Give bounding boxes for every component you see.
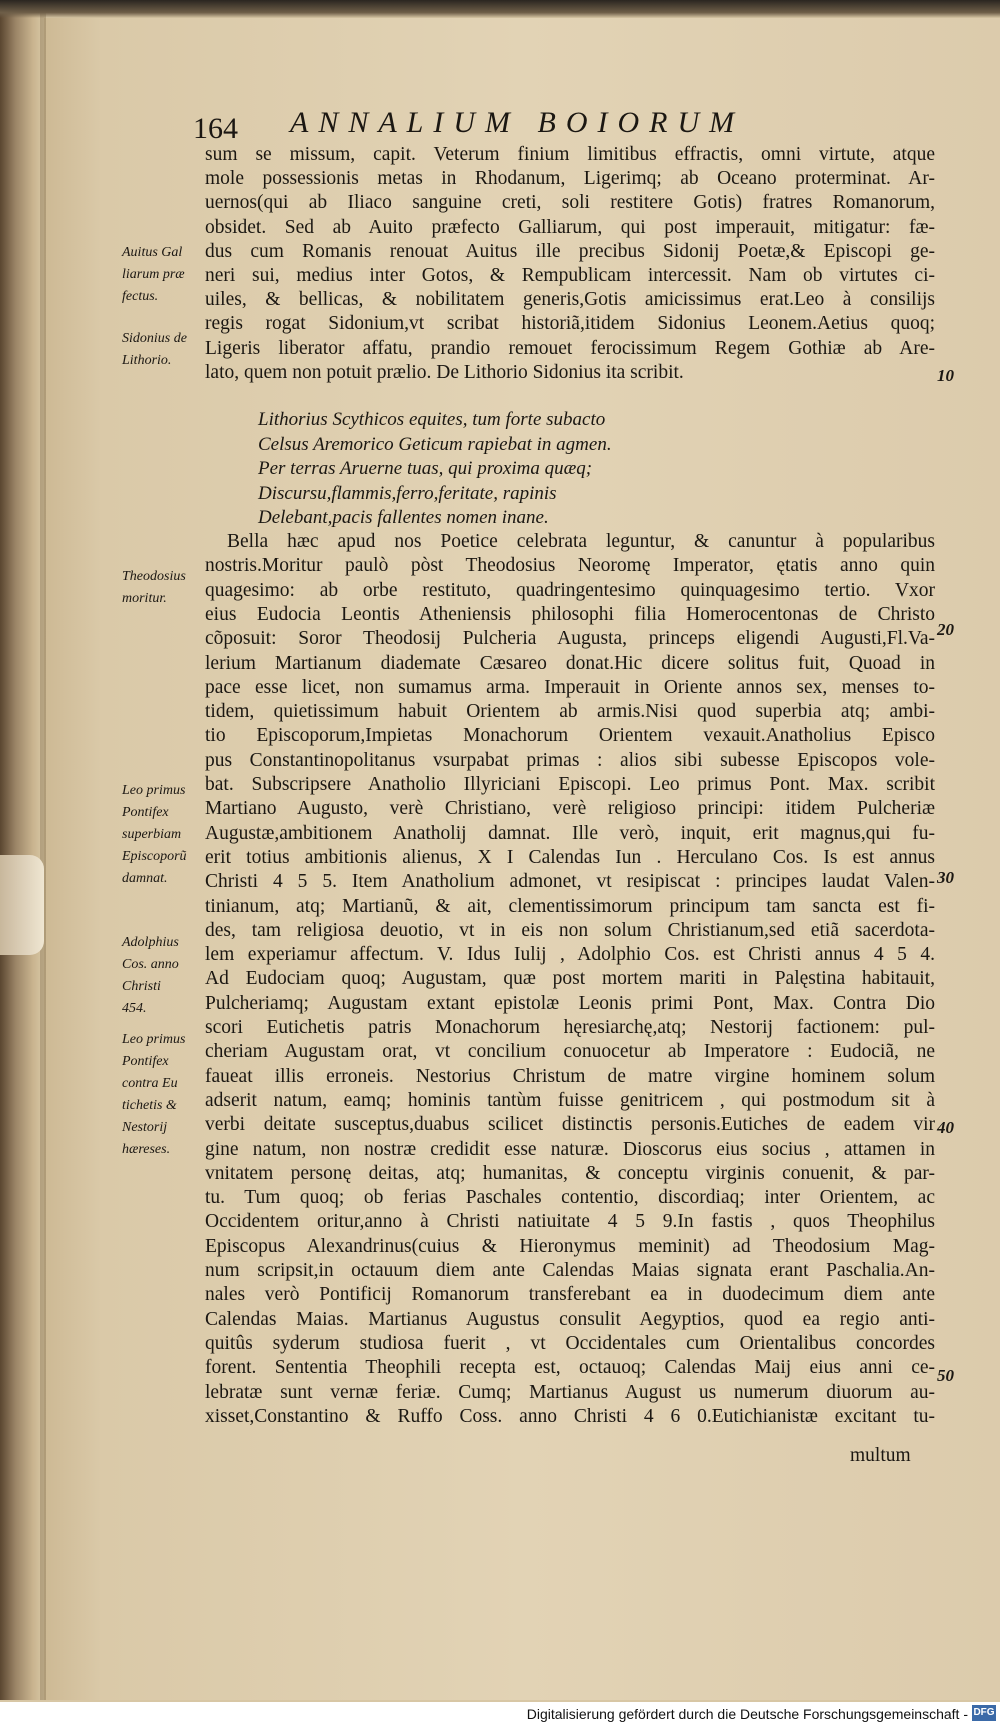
folio: 164 — [193, 112, 238, 145]
margin-note-line: Auitus Gal — [122, 245, 183, 260]
margin-note-theodosius — [122, 566, 207, 610]
verse-line: Delebant,pacis fallentes nomen inane. — [258, 507, 549, 528]
text-line: Ligeris liberator affatu, prandio remouet ferocissimum Regem Gothiæ ab Are- — [205, 337, 935, 359]
margin-note-line: Episcoporũ — [122, 849, 187, 864]
text-line: uiles, & bellicas, & nobilitatem generis,Gotis amicissimus erat.Leo à consilijs — [205, 289, 935, 311]
text-line: Martiano Augusto, verè Christiano, verè religioso principi: itidem Pulcheriæ — [205, 798, 935, 820]
text-line: pace esse licet, non sumamus arma. Imperauit in Oriente annos sex, menses to- — [205, 676, 935, 698]
text-line: obsidet. Sed ab Auito præfecto Galliarum, qui post imperauit, mitigatur: fæ- — [205, 216, 935, 238]
text-line: Ad Eudociam quoq; Augustam, quæ post mortem mariti in Palęstina habitauit, — [205, 968, 935, 990]
verse-line: Celsus Aremorico Geticum rapiebat in agmen. — [258, 433, 612, 455]
margin-note-line: Theodosius — [122, 569, 186, 584]
text-line: faueat illis erroneis. Nestorius Christum de matre virgine hominem solum — [205, 1065, 935, 1087]
margin-note-leo2 — [122, 1029, 207, 1161]
text-line: neri sui, medius inter Gotos, & Rempublicam intercessit. Nam ob virtutes ci- — [205, 265, 935, 286]
margin-note-line: tichetis & — [122, 1098, 177, 1113]
dfg-logo: DFG — [972, 1705, 996, 1721]
catchword: multum — [850, 1445, 911, 1466]
text-line: Augustæ,ambitionem Anatholij damnat. Ille verò, inquit, erit magnus,qui fu- — [205, 822, 935, 844]
text-line: num scripsit,in octauum diem ante Calendas Maias signata erant Paschalia.An- — [205, 1260, 935, 1281]
line-number: 30 — [937, 868, 954, 887]
text-line: erit totius ambitionis alienus, X I Calendas Iun . Herculano Cos. Is est annus — [205, 846, 935, 868]
margin-note-line: Leo primus — [122, 1032, 186, 1047]
text-line: tinianum, atq; Martianũ, & ait, clementissimorum principum tam sancta est fi- — [205, 895, 935, 917]
text-line: cheriam Augustam orat, vt concilium conuocetur ab Imperatore : Eudociã, ne — [205, 1041, 935, 1063]
text-line: tidem, quietissimum habuit Orientem ab armis.Nisi quod superbia atq; ambi- — [205, 701, 935, 723]
margin-note-line: Cos. anno — [122, 957, 179, 972]
margin-note-line: 454. — [122, 1001, 147, 1016]
text-line: sum se missum, capit. Veterum finium limitibus effractis, omni virtute, atque — [205, 144, 935, 165]
text-line: forent. Sententia Theophili recepta est, octauoq; Calendas Maij eius anni ce- — [205, 1357, 935, 1379]
margin-note-line: Pontifex — [122, 805, 169, 820]
text-line: tio Episcoporum,Impietas Monachorum Orientem vexauit.Anatholius Episco — [205, 725, 935, 747]
margin-note-line: damnat. — [122, 871, 168, 886]
book-gutter — [0, 0, 44, 1700]
text-line: mole possessionis metas in Rhodanum, Ligerimq; ab Oceano proterminat. Ar- — [205, 168, 935, 190]
margin-note-line: fectus. — [122, 289, 159, 304]
line-number: 20 — [937, 620, 954, 639]
text-line: verbi deitate susceptus,duabus scilicet distinctis personis.Eutiches de eadem vir — [205, 1114, 935, 1136]
text-line: tu. Tum quoq; ob ferias Paschales contentio, discordiaq; inter Orientem, ac — [205, 1187, 935, 1209]
text-line: pus Constantinopolitanus vsurpabat primas : alios sibi subesse Episcopos vole- — [205, 749, 935, 771]
line-number: 40 — [937, 1118, 954, 1137]
margin-note-line: moritur. — [122, 591, 167, 606]
top-edge — [0, 0, 1000, 18]
text-line: nostris.Moritur paulò pòst Theodosius Neoromę Imperator, ętatis anno quin — [205, 555, 935, 577]
text-line: lebratæ sunt vernæ feriæ. Cumq; Martianus August us numerum diuorum au- — [205, 1381, 935, 1403]
text-line: dus cum Romanis renouat Auitus ille precibus Sidonij Poetæ,& Episcopi ge- — [205, 240, 935, 262]
text-line: cõposuit: Soror Theodosij Pulcheria Augusta, princeps eligendi Augusti,Fl.Va- — [205, 628, 935, 650]
verse-line: Discursu,flammis,ferro,feritate, rapinis — [258, 482, 557, 504]
margin-note-adolphius — [122, 932, 207, 1020]
margin-note-line: Adolphius — [122, 935, 179, 950]
footer-credit: Digitalisierung gefördert durch die Deutsche Forschungsgemeinschaft - — [526, 1706, 968, 1722]
margin-note-line: superbiam — [122, 827, 182, 842]
text-line: Pulcheriamq; Augustam extant epistolæ Leonis primi Pont, Max. Contra Dio — [205, 992, 935, 1014]
margin-note-line: hæreses. — [122, 1142, 171, 1157]
text-line: lato, quem non potuit prælio. De Lithorio Sidonius ita scribit. — [205, 361, 684, 383]
text-line: nales verò Pontificij Romanorum transferebant ea in duodecimum diem ante — [205, 1284, 935, 1306]
line-number: 10 — [937, 366, 954, 385]
margin-note-line: Pontifex — [122, 1054, 169, 1069]
verse-line: Per terras Aruerne tuas, qui proxima quæq; — [258, 458, 593, 479]
text-line: Bella hæc apud nos Poetice celebrata leguntur, & canuntur à popularibus — [227, 531, 935, 552]
verse-line: Lithorius Scythicos equites, tum forte subacto — [258, 409, 606, 430]
margin-note-line: Christi — [122, 979, 161, 994]
text-line: Calendas Maias. Martianus Augustus consulit Aegyptios, quod ea regio anti- — [205, 1308, 935, 1330]
text-line: quitûs syderum studiosa fuerit , vt Occidentales cum Orientalibus concordes — [205, 1332, 935, 1354]
text-line: quagesimo: ab orbe restituto, quadringentesimo quinquagesimo tertio. Vxor — [205, 579, 935, 601]
text-line: Occidentem oritur,anno à Christi natiuitate 4 5 9.In fastis , quos Theophilus — [205, 1211, 935, 1233]
text-line: Episcopus Alexandrinus(cuius & Hieronymus meminit) ad Theodosium Mag- — [205, 1235, 935, 1257]
running-head: ANNALIUM BOIORUM — [290, 106, 745, 139]
text-line: adserit natum, eamq; hominis tantùm fuisse genitricem , qui postmodum sit à — [205, 1089, 935, 1111]
text-line: bat. Subscripsere Anatholio Illyriciani Episcopi. Leo primus Pont. Max. scribit — [205, 774, 935, 795]
text-line: des, tam religiosa deuotio, vt in eis non solum Christianum,sed etiã sacerdota- — [205, 919, 935, 941]
margin-note-line: Lithorio. — [122, 353, 172, 368]
text-line: xisset,Constantino & Ruffo Coss. anno Christi 4 6 0.Eutichianistæ excitant tu- — [205, 1405, 935, 1427]
margin-note-line: contra Eu — [122, 1076, 178, 1091]
margin-note-line: liarum præ — [122, 267, 185, 282]
text-line: gine natum, non nostræ credidit esse naturæ. Dioscorus eius socius , attamen in — [205, 1138, 935, 1160]
text-line: lem experiamur affectum. V. Idus Iulij , Adolphio Cos. est Christi annus 4 5 4. — [205, 944, 935, 966]
text-line: eius Eudocia Leontis Atheniensis philosophi filia Homerocentonas de Christo — [205, 603, 935, 625]
margin-note-line: Sidonius de — [122, 331, 187, 346]
margin-note-line: Leo primus — [122, 783, 186, 798]
margin-note-sidonius — [122, 328, 207, 372]
text-line: Christi 4 5 5. Item Anatholium admonet, vt resipiscat : principes laudat Valen- — [205, 871, 935, 893]
text-line: scori Eutichetis patris Monachorum hęresiarchę,atq; Nestorij factionem: pul- — [205, 1017, 935, 1038]
margin-note-line: Nestorij — [122, 1120, 168, 1135]
page-tab — [0, 855, 44, 955]
gutter-edge — [40, 0, 46, 1700]
text-line: vnitatem personę deitas, atq; humanitas, & conceptu virginis conuenit, & par- — [205, 1162, 935, 1184]
line-number: 50 — [937, 1366, 954, 1385]
margin-note-auitus — [122, 242, 207, 308]
text-line: lerium Martianum diademate Cæsareo donat.Hic dicere solitus fuit, Quoad in — [205, 652, 935, 674]
text-line: uernos(qui ab Iliaco sanguine creti, soli restitere Gotis) fratres Romanorum, — [205, 192, 935, 214]
text-line: regis rogat Sidonium,vt scribat historiã,itidem Sidonius Leonem.Aetius quoq; — [205, 313, 935, 335]
margin-note-leo1 — [122, 780, 207, 890]
